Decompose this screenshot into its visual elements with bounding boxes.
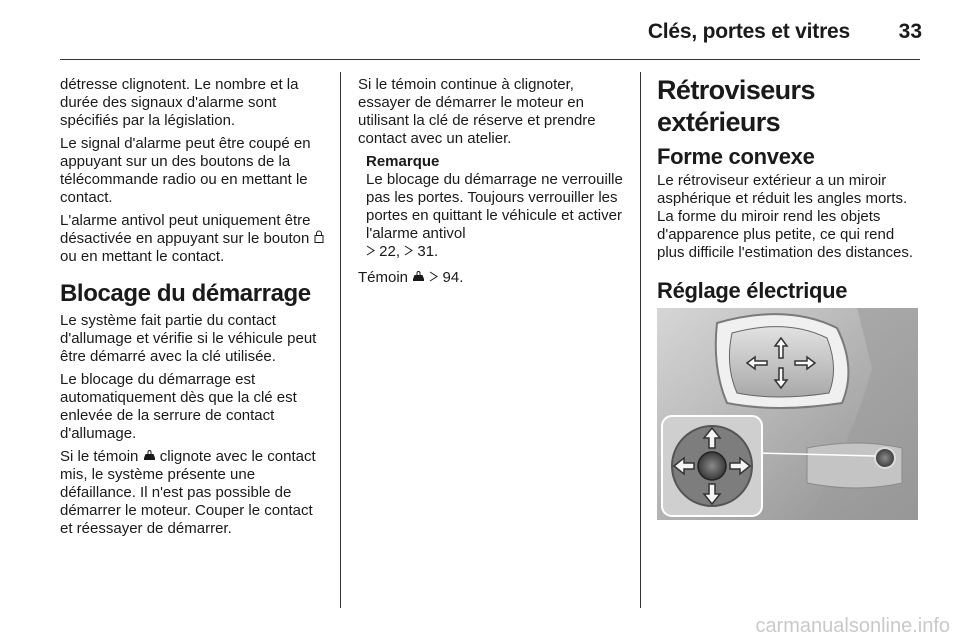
column-1	[60, 76, 328, 543]
text: L'alarme antivol peut uniquement être désactivée en appuyant sur le bouton	[60, 212, 311, 247]
note-title: Remarque	[366, 153, 440, 170]
section-heading: Blocage du démarrage	[60, 280, 311, 307]
page-reference[interactable]: 94.	[442, 269, 464, 286]
paragraph	[60, 212, 328, 266]
paragraph: Le rétroviseur extérieur a un miroir asphérique et réduit les angles morts. La forme du miroir rend les objets d'apparence plus petite, ce qui rend plus difficile l'estimation des distances.	[657, 172, 914, 261]
column-divider-1	[340, 72, 341, 608]
page-reference[interactable]: 31.	[417, 243, 439, 260]
paragraph	[60, 448, 328, 538]
header-rule	[60, 59, 920, 60]
page-title: Clés, portes et vitres	[647, 20, 850, 43]
paragraph: Le système fait partie du contact d'allumage et vérifie si le véhicule peut être démarré avec la clé utilisée.	[60, 312, 317, 365]
note-box	[366, 153, 626, 261]
column-2	[358, 76, 626, 292]
mirror-adjustment-figure	[657, 308, 918, 520]
text: Si le témoin	[60, 448, 139, 465]
subsection-heading: Forme convexe	[657, 144, 815, 169]
column-divider-2	[640, 72, 641, 608]
section-heading: Rétroviseurs extérieurs	[657, 75, 815, 137]
paragraph	[358, 269, 626, 287]
reference-arrow-icon	[366, 243, 375, 261]
paragraph: détresse clignotent. Le nombre et la durée des signaux d'alarme sont spécifiés par la législation.	[60, 76, 299, 129]
page-number: 33	[898, 20, 922, 43]
page-reference[interactable]: 22,	[379, 243, 405, 260]
text: ou en mettant le contact.	[60, 248, 225, 265]
watermark: carmanualsonline.info	[755, 615, 950, 637]
reference-arrow-icon	[404, 243, 413, 261]
reference-arrow-icon	[429, 269, 438, 287]
paragraph: Le blocage du démarrage est automatiquement dès que la clé est enlevée de la serrure de contact d'allumage.	[60, 371, 297, 442]
page-header	[0, 0, 960, 60]
text: Témoin	[358, 269, 409, 286]
paragraph: Le signal d'alarme peut être coupé en appuyant sur un des boutons de la télécommande radio ou en mettant le contact.	[60, 135, 311, 206]
lock-icon	[314, 230, 324, 248]
subsection-heading: Réglage électrique	[657, 278, 848, 303]
immobilizer-icon	[143, 448, 156, 466]
immobilizer-icon	[412, 269, 425, 287]
paragraph: Si le témoin continue à clignoter, essayer de démarrer le moteur en utilisant la clé de réserve et prendre contact avec un atelier.	[358, 76, 596, 147]
text: clignote avec le contact mis, le système présente une défaillance. Il n'est pas possible de démarrer le moteur. Couper le contact et réessayer de démarrer.	[60, 448, 316, 537]
text: Le blocage du démarrage ne verrouille pas les portes. Toujours verrouiller les portes en quittant le véhicule et activer l'alarme antivol	[366, 171, 623, 242]
column-3	[657, 74, 919, 306]
note-body	[366, 171, 626, 261]
